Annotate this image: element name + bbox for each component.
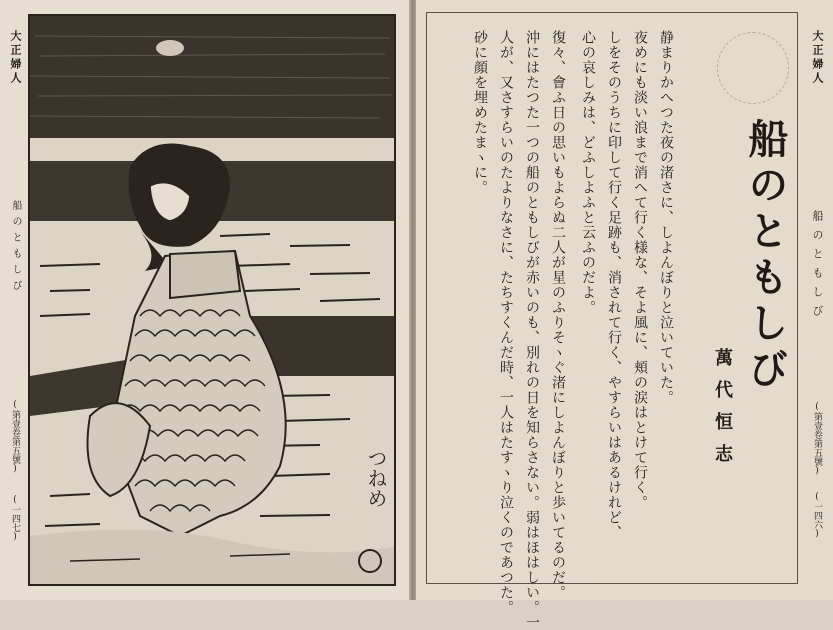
story-title: 船のともしび — [742, 118, 789, 394]
story-body — [440, 30, 676, 630]
body-line: 静まりかへつた夜の渚さに、しよんぼりと泣いていた。 — [658, 30, 674, 405]
body-line: しをそのうちに印して行く足跡も、消されて行く、やすらいはあるけれど、 — [606, 30, 622, 540]
artist-signature: つねめ — [364, 448, 388, 508]
body-line: 心の哀しみは、どふしよふと云ふのだよ。 — [580, 30, 596, 315]
illustration-drawing — [30, 16, 396, 586]
left-page-number: (一四七) — [10, 495, 20, 542]
right-page-number: (一四六) — [812, 492, 822, 539]
left-running-head-journal: 大正婦人 — [9, 30, 22, 86]
woodblock-illustration — [28, 14, 396, 586]
right-running-head-title: 船のともしび — [811, 210, 824, 324]
body-line: 砂に顔を埋めたまヽに。 — [472, 30, 488, 195]
left-running-head-title: 船のともしび — [10, 200, 21, 296]
left-running-head-issue: (第壹卷第五號) — [10, 400, 20, 474]
right-running-head-issue: (第壹卷第五號) — [812, 402, 822, 476]
body-line: 復々、會ふ日の思いもよらぬ二人が星のふりそヽぐ渚にしよんぼりと歩いてるのだ。 — [550, 30, 566, 600]
right-running-head-journal: 大正婦人 — [811, 30, 824, 86]
body-line: 夜めにも淡い浪まで消へて行く様な、そよ風に、頬の涙はとけて行く。 — [632, 30, 648, 510]
body-line: 沖にはたつた一つの船のともしびが赤いのも、別れの日を知らさない。弱はほはしい。一 — [524, 30, 540, 630]
body-line: 人が、又さすらいのたよりなさに、たちすくんだ時、一人はたすヽり泣くのであつた。 — [498, 30, 514, 615]
story-author: 萬代恒志 — [712, 348, 733, 476]
